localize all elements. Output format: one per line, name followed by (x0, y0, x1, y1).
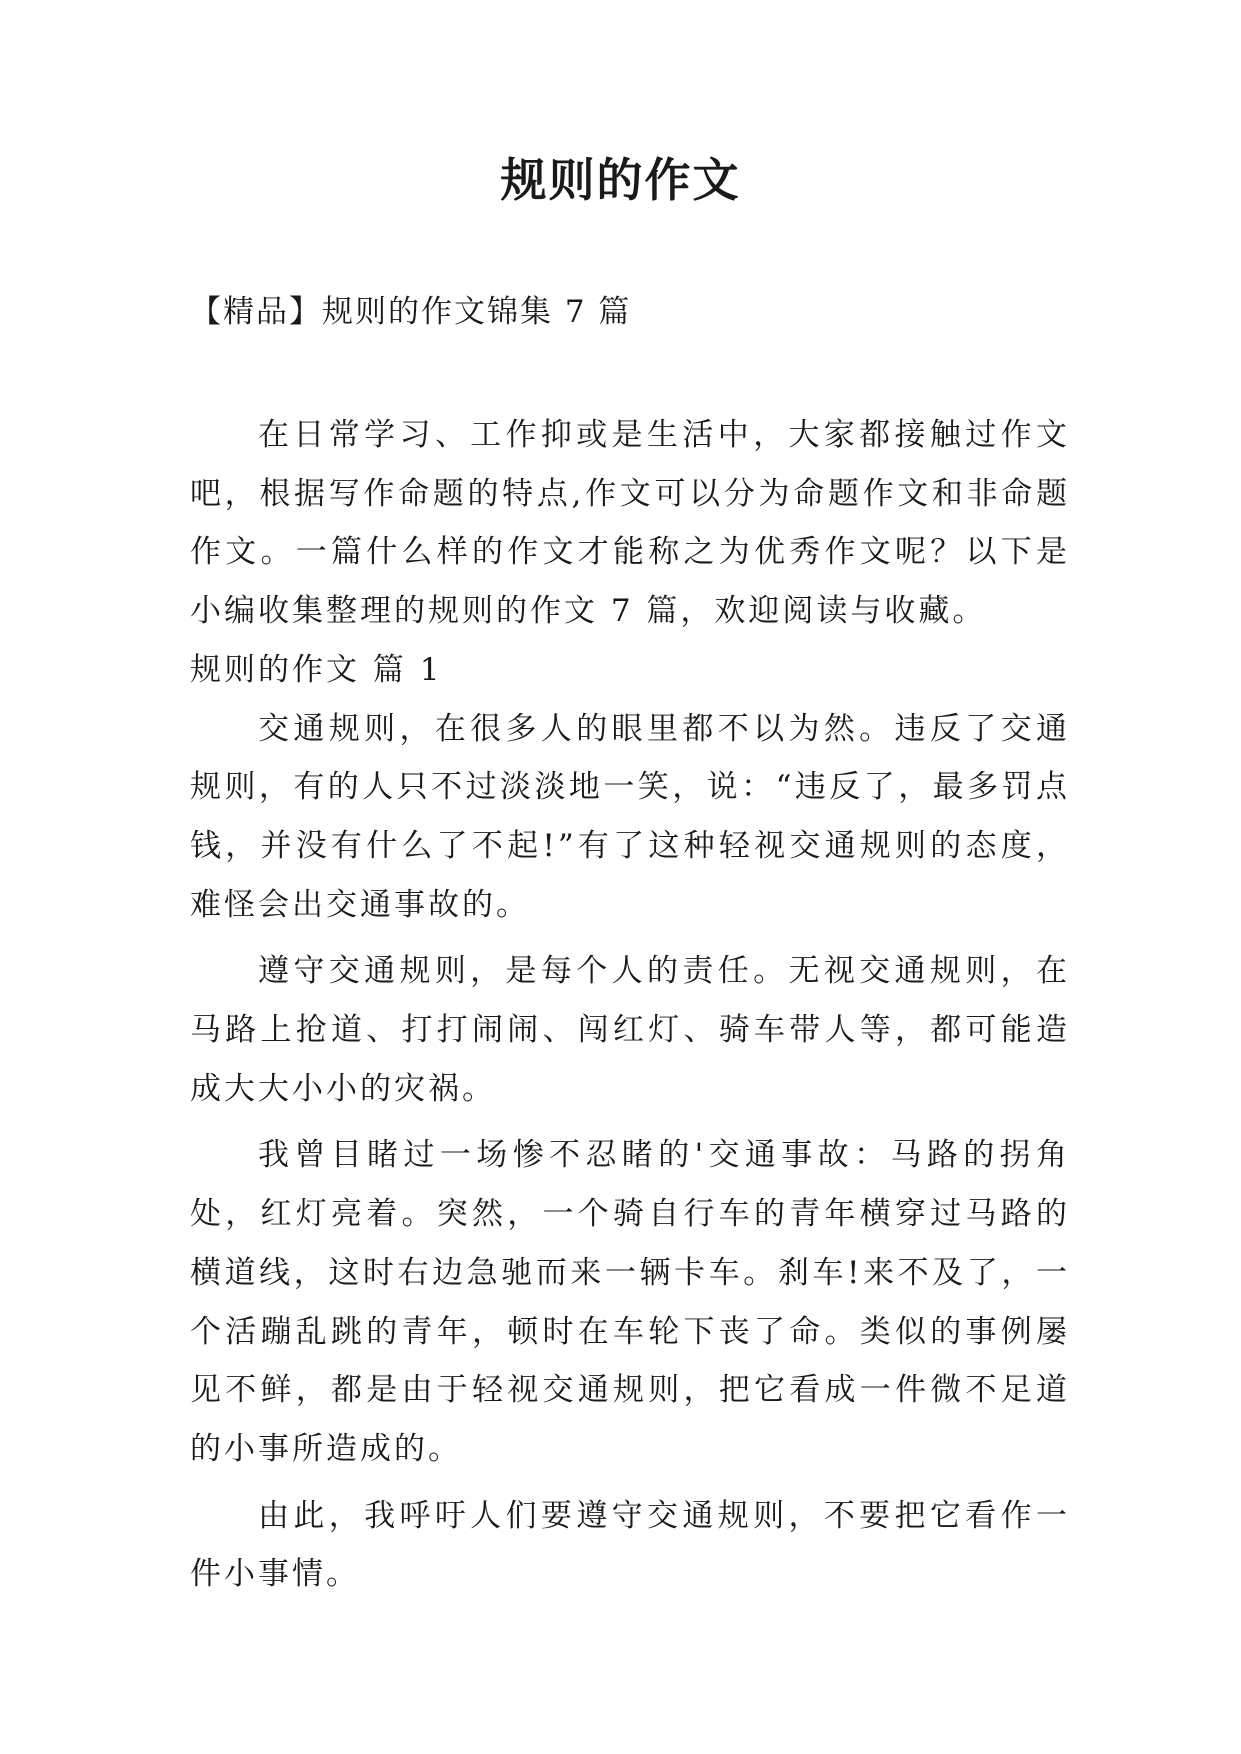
document-subtitle: 【精品】规则的作文锦集 7 篇 (190, 294, 632, 330)
body-paragraph-1: 交通规则，在很多人的眼里都不以为然。违反了交通规则，有的人只不过淡淡地一笑，说：“违反了，最多罚点钱，并没有什么了不起!”有了这种轻视交通规则的态度，难怪会出交通事故的。 (190, 710, 1070, 923)
intro-paragraph: 在日常学习、工作抑或是生活中，大家都接触过作文吧，根据写作命题的特点,作文可以分为命题作文和非命题作文。一篇什么样的作文才能称之为优秀作文呢？以下是小编收集整理的规则的作文 7 篇，欢迎阅读与收藏。 (190, 417, 1070, 630)
document-body (190, 406, 1070, 1604)
body-paragraph-3: 我曾目睹过一场惨不忍睹的'交通事故：马路的拐角处，红灯亮着。突然，一个骑自行车的青年横穿过马路的横道线，这时右边急驰而来一辆卡车。刹车!来不及了，一个活蹦乱跳的青年，顿时在车轮下丧了命。类似的事例屡见不鲜，都是由于轻视交通规则，把它看成一件微不足道的小事所造成的。 (190, 1137, 1070, 1467)
document-title: 规则的作文 (500, 153, 741, 207)
body-paragraph-4: 由此，我呼吁人们要遵守交通规则，不要把它看作一件小事情。 (190, 1497, 1070, 1593)
body-paragraph-2: 遵守交通规则，是每个人的责任。无视交通规则，在马路上抢道、打打闹闹、闯红灯、骑车带人等，都可能造成大大小小的灾祸。 (190, 953, 1070, 1107)
section-heading: 规则的作文 篇 1 (190, 651, 443, 688)
